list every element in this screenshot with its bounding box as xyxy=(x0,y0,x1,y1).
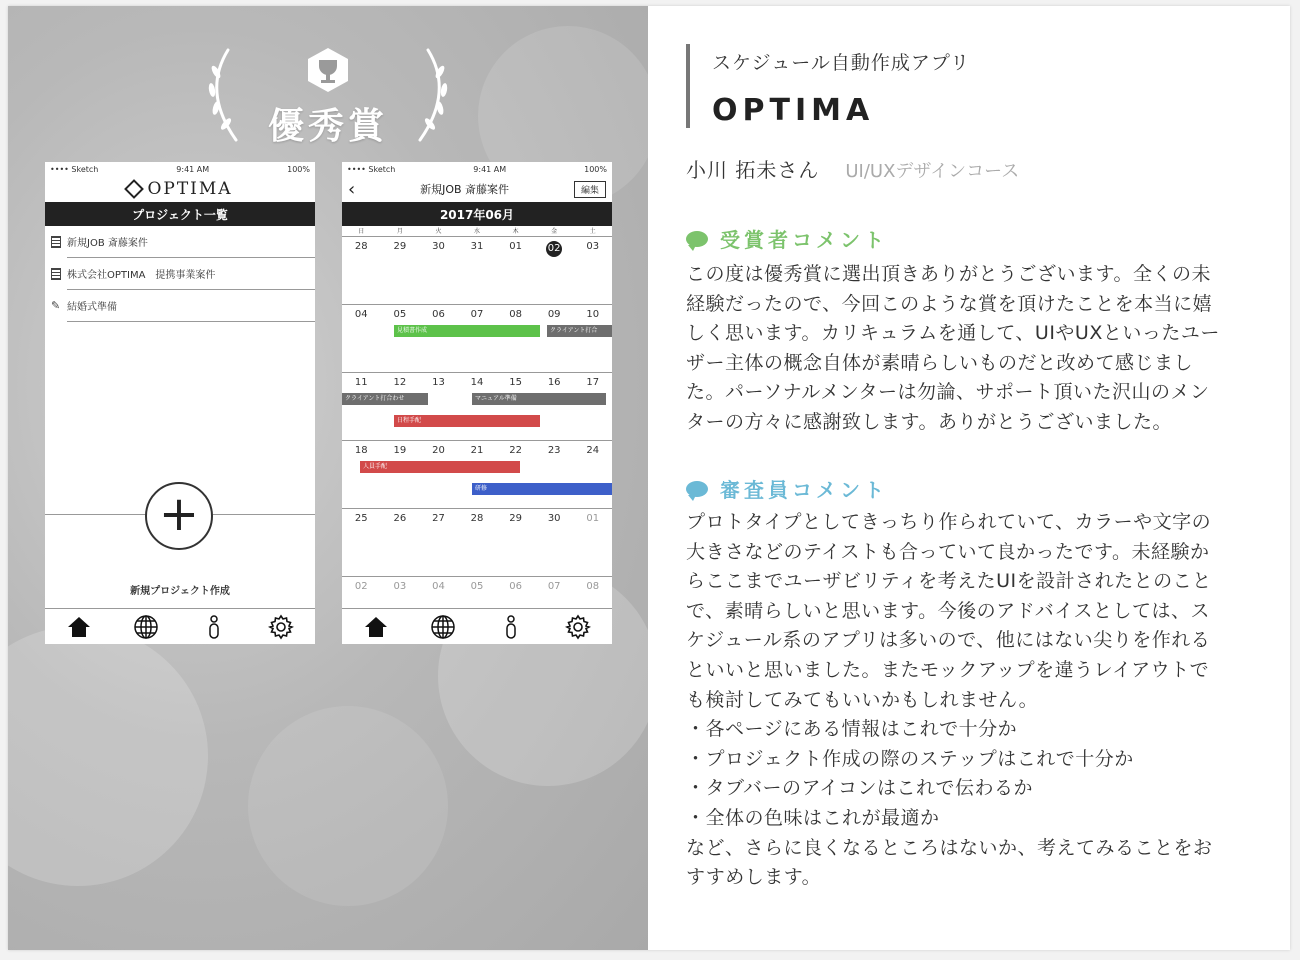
day-cell[interactable]: 02 xyxy=(354,581,368,592)
day-cell[interactable]: 28 xyxy=(470,513,484,524)
app-subtitle: スケジュール自動作成アプリ xyxy=(712,52,971,74)
calendar-event[interactable]: 研修 xyxy=(472,483,612,495)
status-time: 9:41 AM xyxy=(473,164,507,174)
document-icon xyxy=(51,236,61,248)
tab-bar xyxy=(342,608,612,644)
list-header: プロジェクト一覧 xyxy=(45,202,315,226)
weekday: 水 xyxy=(474,228,481,235)
comment-line: らここまでユーザビリティを考えたUIを設計されたとのこと xyxy=(686,570,1212,593)
weekday: 土 xyxy=(589,228,596,235)
winner-comment-heading xyxy=(686,224,888,253)
pencil-icon: ✎ xyxy=(51,299,61,312)
bokeh-decoration xyxy=(8,626,208,886)
award-emblem xyxy=(198,42,458,152)
nav-title: 新規JOB 斎藤案件 xyxy=(420,183,510,196)
add-project-label: 新規プロジェクト作成 xyxy=(130,586,230,597)
day-cell[interactable]: 20 xyxy=(432,445,445,456)
person-icon[interactable] xyxy=(497,613,525,641)
comment-line: た。パーソナルメンターは勿論、サポート頂いた沢山のメン xyxy=(686,381,1210,404)
comment-line: で、素晴らしいと思います。今後のアドバイスとしては、ス xyxy=(686,599,1211,622)
day-cell[interactable]: 01 xyxy=(509,241,522,252)
logo-icon xyxy=(125,179,145,199)
day-cell[interactable]: 07 xyxy=(547,581,561,592)
calendar-event[interactable]: 見積書作成 xyxy=(394,325,540,337)
day-cell[interactable]: 21 xyxy=(470,445,484,456)
comment-line: ・全体の色味はこれが最適か xyxy=(686,806,940,829)
info-panel xyxy=(648,6,1290,950)
comment-line: といいと思いました。またモックアップを違うレイアウトで xyxy=(686,658,1210,681)
phone-calendar xyxy=(342,162,612,644)
day-cell[interactable]: 23 xyxy=(547,445,561,456)
judge-comment-heading xyxy=(686,474,888,503)
calendar-week xyxy=(342,236,612,304)
comment-line: ・タブバーのアイコンはこれで伝わるか xyxy=(686,777,1034,800)
day-cell[interactable]: 06 xyxy=(432,309,445,320)
day-cell[interactable]: 01 xyxy=(586,513,600,524)
tab-bar xyxy=(45,608,315,644)
day-cell[interactable]: 17 xyxy=(586,377,600,388)
calendar-week xyxy=(342,508,612,576)
comment-line: ・各ページにある情報はこれで十分か xyxy=(686,718,1018,741)
home-icon[interactable] xyxy=(362,613,390,641)
day-cell[interactable]: 08 xyxy=(509,309,522,320)
calendar-event[interactable]: マニュアル準備 xyxy=(472,393,606,405)
day-cell[interactable]: 10 xyxy=(586,309,600,320)
day-cell[interactable]: 06 xyxy=(509,581,522,592)
status-battery: 100% xyxy=(287,164,310,174)
speech-bubble-icon xyxy=(686,481,708,497)
day-cell[interactable]: 26 xyxy=(393,513,407,524)
document-icon xyxy=(51,268,61,280)
comment-line: 経験だったので、今回このような賞を頂けたことを本当に嬉 xyxy=(686,292,1213,315)
weekday: 木 xyxy=(512,228,519,235)
weekday: 月 xyxy=(396,228,403,235)
day-cell[interactable]: 29 xyxy=(393,241,407,252)
day-cell[interactable]: 04 xyxy=(432,581,445,592)
course-name: UI/UXデザインコース xyxy=(845,161,1020,182)
day-cell-today[interactable] xyxy=(535,241,574,257)
day-cell[interactable]: 31 xyxy=(470,241,484,252)
day-cell[interactable]: 24 xyxy=(586,445,600,456)
project-item[interactable] xyxy=(67,226,315,258)
comment-line: も検討してみてもいいかもしれません。 xyxy=(686,688,1039,711)
app-logo xyxy=(45,176,315,202)
award-card xyxy=(8,6,1290,950)
comment-line: この度は優秀賞に選出頂きありがとうございます。全くの未 xyxy=(686,263,1211,285)
today-marker: 02 xyxy=(546,241,562,257)
bokeh-decoration xyxy=(248,706,448,906)
day-cell[interactable]: 16 xyxy=(547,377,561,388)
edit-button[interactable]: 編集 xyxy=(574,181,606,198)
logo-text: OPTIMA xyxy=(147,179,233,199)
day-cell[interactable]: 29 xyxy=(509,513,522,524)
calendar-week xyxy=(342,372,612,440)
author-name: 小川 拓未さん xyxy=(686,158,820,182)
home-icon[interactable] xyxy=(65,613,93,641)
add-project-button[interactable]: + xyxy=(145,482,213,550)
project-item[interactable] xyxy=(51,290,315,322)
weekday: 火 xyxy=(435,228,442,235)
day-cell[interactable]: 04 xyxy=(354,309,368,320)
phone-project-list xyxy=(45,162,315,644)
author-row xyxy=(686,154,1019,183)
day-cell[interactable]: 05 xyxy=(470,581,484,592)
calendar-week xyxy=(342,576,612,606)
judge-heading-text: 審査員コメント xyxy=(720,478,888,502)
calendar-event[interactable]: 人員手配 xyxy=(360,461,520,473)
comment-line: プロトタイプとしてきっちり作られていて、カラーや文字の xyxy=(686,511,1212,533)
day-cell[interactable]: 11 xyxy=(354,377,368,388)
person-icon[interactable] xyxy=(200,613,228,641)
project-item-label: 新規JOB 斎藤案件 xyxy=(67,238,148,249)
winner-heading-text: 受賞者コメント xyxy=(720,228,888,252)
award-label: 優秀賞 xyxy=(267,105,388,147)
comment-line: ・プロジェクト作成の際のステップはこれで十分か xyxy=(686,747,1134,770)
day-cell[interactable]: 14 xyxy=(470,377,484,388)
day-cell[interactable]: 27 xyxy=(432,513,445,524)
gear-icon[interactable] xyxy=(267,613,295,641)
calendar-event[interactable]: クライアント打合わせ xyxy=(342,393,428,405)
status-battery: 100% xyxy=(584,164,607,174)
day-cell[interactable]: 28 xyxy=(354,241,368,252)
weekday: 金 xyxy=(551,228,558,235)
gear-icon[interactable] xyxy=(564,613,592,641)
day-cell[interactable]: 03 xyxy=(586,241,600,252)
globe-icon[interactable] xyxy=(429,613,457,641)
day-cell[interactable]: 13 xyxy=(432,377,445,388)
comment-line: ターの方々に感謝致します。ありがとうございました。 xyxy=(686,410,1172,433)
day-cell[interactable]: 05 xyxy=(393,309,407,320)
weekday: 日 xyxy=(358,228,365,235)
status-time: 9:41 AM xyxy=(176,164,210,174)
nav-bar xyxy=(342,176,612,202)
day-cell[interactable]: 30 xyxy=(432,241,445,252)
status-bar xyxy=(45,162,315,176)
judge-comment xyxy=(686,508,1256,893)
calendar-event[interactable]: クライアント打合 xyxy=(547,325,612,337)
day-cell[interactable]: 08 xyxy=(586,581,600,592)
day-cell[interactable]: 15 xyxy=(509,377,522,388)
showcase-panel xyxy=(8,6,648,950)
day-cell[interactable]: 07 xyxy=(470,309,484,320)
project-item[interactable] xyxy=(67,258,315,290)
calendar-week xyxy=(342,304,612,372)
project-item-label: 結婚式準備 xyxy=(67,302,117,313)
day-cell[interactable]: 19 xyxy=(393,445,407,456)
back-icon[interactable]: ‹ xyxy=(348,178,356,200)
status-carrier: •••• Sketch xyxy=(347,164,396,174)
weekday-row xyxy=(342,226,612,236)
day-cell[interactable]: 22 xyxy=(509,445,522,456)
app-name: OPTIMA xyxy=(712,93,875,128)
status-carrier: •••• Sketch xyxy=(50,164,99,174)
globe-icon[interactable] xyxy=(132,613,160,641)
comment-line: ケジュール系のアプリは多いので、他にはない尖りを作れる xyxy=(686,629,1211,652)
title-block xyxy=(686,44,970,128)
comment-line: すすめします。 xyxy=(686,866,822,889)
project-item-label: 株式会社OPTIMA 提携事業案件 xyxy=(67,270,216,281)
day-cell[interactable]: 30 xyxy=(547,513,561,524)
comment-line: 大きさなどのテイストも合っていて良かったです。未経験か xyxy=(686,540,1210,563)
day-cell[interactable]: 18 xyxy=(354,445,368,456)
calendar-week xyxy=(342,440,612,508)
day-cell[interactable]: 12 xyxy=(393,377,407,388)
calendar-event[interactable]: 日程手配 xyxy=(394,415,540,427)
comment-line: など、さらに良くなるところはないか、考えてみることをお xyxy=(686,836,1213,859)
comment-line: しく思います。カリキュラムを通して、UIやUXといったユー xyxy=(686,322,1220,345)
winner-comment xyxy=(686,260,1256,438)
status-bar xyxy=(342,162,612,176)
day-cell[interactable]: 25 xyxy=(354,513,368,524)
comment-line: ザー主体の概念自体が素晴らしいものだと改めて感じまし xyxy=(686,351,1194,374)
speech-bubble-icon xyxy=(686,231,708,247)
day-cell[interactable]: 03 xyxy=(393,581,407,592)
day-cell[interactable]: 09 xyxy=(547,309,561,320)
month-header: 2017年06月 xyxy=(342,202,612,226)
